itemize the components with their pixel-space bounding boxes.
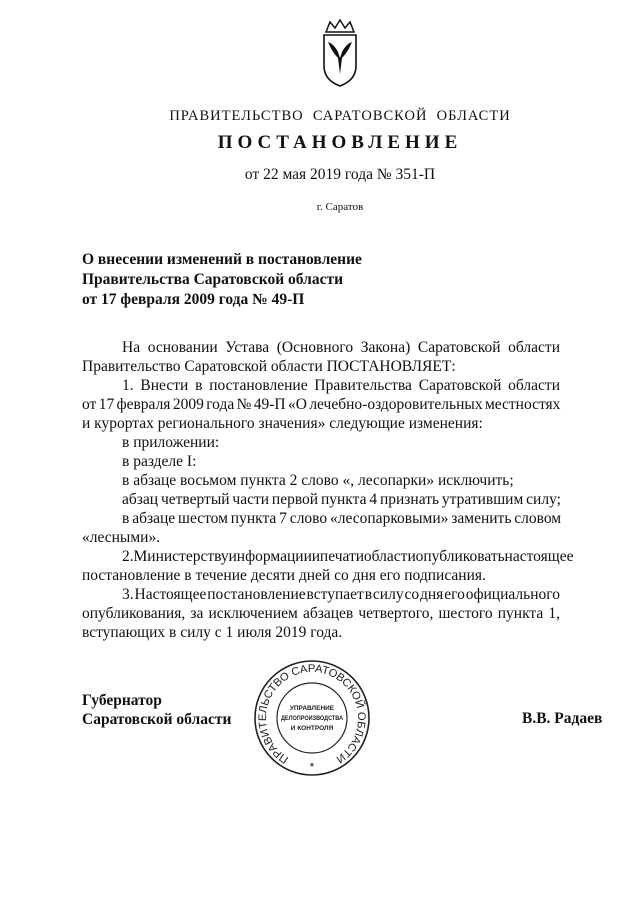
document-body [82, 338, 574, 642]
government-name: ПРАВИТЕЛЬСТВО САРАТОВСКОЙ ОБЛАСТИ [169, 108, 511, 124]
body-line: в абзаце шестом пункта 7 слово «лесопарковыми» заменить словом [122, 510, 562, 527]
stamp-star-icon: * [309, 760, 315, 774]
stamp-ring-text: ПРАВИТЕЛЬСТВО САРАТОВСКОЙ ОБЛАСТИ [256, 662, 368, 766]
body-line: Правительство Саратовской области ПОСТАНОВЛЯЕТ: [82, 358, 456, 375]
body-line: в разделе I: [122, 453, 197, 470]
body-line: 3. Настоящее постановление вступает в силу со дня его официального [122, 586, 560, 603]
body-line: и курортах регионального значения» следующие изменения: [82, 415, 483, 432]
stamp-line: И КОНТРОЛЯ [290, 725, 334, 732]
official-stamp [252, 658, 372, 778]
body-line: опубликования, за исключением абзацев четвертого, шестого пункта 1, [82, 605, 560, 622]
body-line: 1. Внести в постановление Правительства Саратовской области [122, 377, 560, 394]
signature-position [82, 691, 231, 729]
signatory-name: В.В. Радаев [522, 710, 603, 727]
body-line: в приложении: [122, 434, 220, 451]
body-line: от 17 февраля 2009 года № 49-П «О лечебно-оздоровительных местностях [82, 396, 561, 413]
document-heading [82, 250, 362, 310]
body-line: в абзаце восьмом пункта 2 слово «, лесопарки» исключить; [122, 472, 514, 489]
body-line: «лесными». [82, 529, 161, 546]
body-line: 2. Министерству информации и печати области опубликовать настоящее [122, 548, 574, 565]
stamp-line: ДЕЛОПРОИЗВОДСТВА [281, 715, 344, 722]
signature-position-line: Саратовской области [82, 711, 232, 728]
heading-line: О внесении изменений в постановление [82, 251, 362, 268]
body-line: постановление в течение десяти дней со дня его подписания. [82, 567, 486, 584]
date-number: от 22 мая 2019 года № 351-П [244, 166, 436, 183]
body-line: абзац четвертый части первой пункта 4 признать утратившим силу; [122, 491, 561, 508]
signature-position-line: Губернатор [82, 692, 162, 709]
document-type: ПОСТАНОВЛЕНИЕ [217, 132, 463, 153]
heading-line: Правительства Саратовской области [82, 271, 343, 288]
body-line: На основании Устава (Основного Закона) Саратовской области [122, 339, 560, 356]
stamp-line: УПРАВЛЕНИЕ [289, 705, 335, 712]
body-line: вступающих в силу с 1 июля 2019 года. [82, 624, 343, 641]
heading-line: от 17 февраля 2009 года № 49-П [82, 291, 305, 308]
coat-of-arms-emblem [318, 18, 362, 88]
city: г. Саратов [316, 201, 364, 213]
